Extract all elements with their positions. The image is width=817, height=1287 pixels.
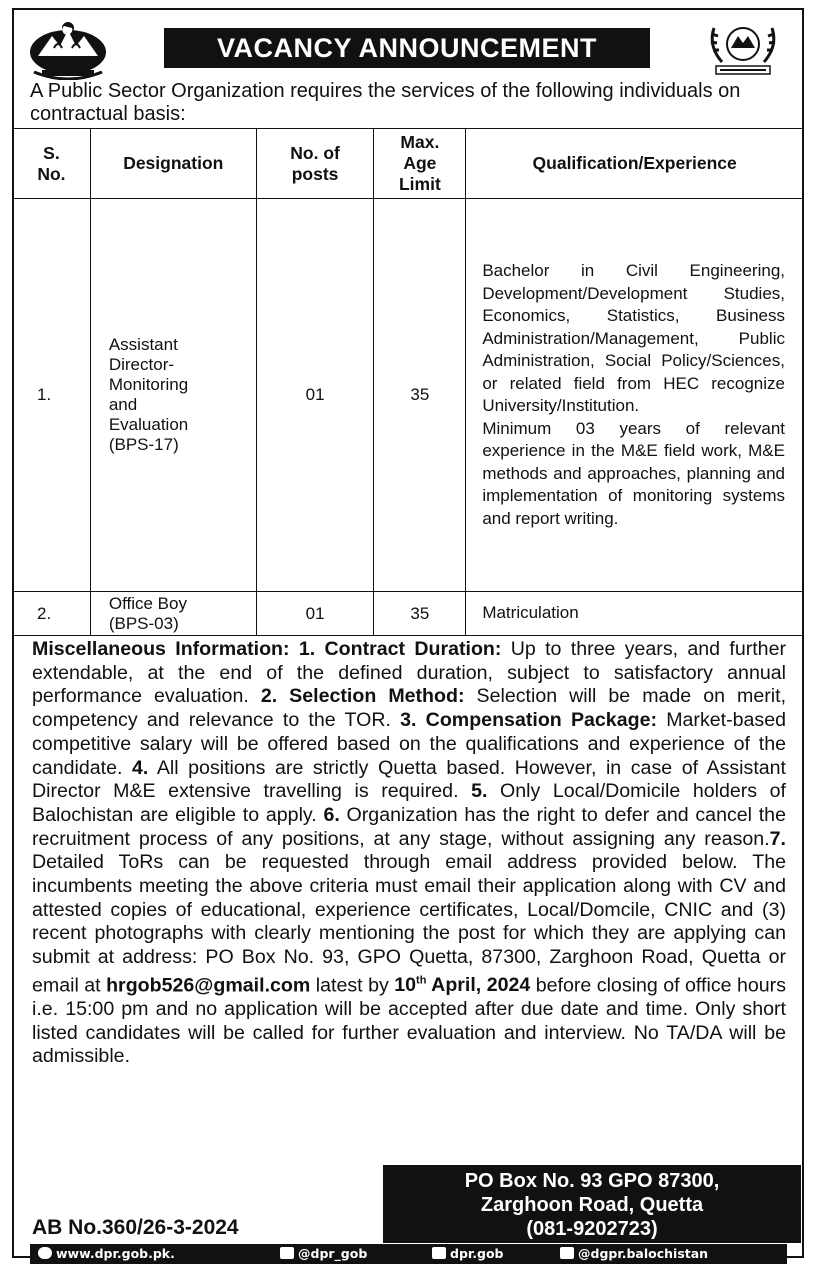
row-age: 35 xyxy=(374,592,466,636)
globe-icon xyxy=(38,1247,52,1259)
column-header-designation: Designation xyxy=(90,129,256,199)
row-age: 35 xyxy=(374,199,466,592)
misc-label: 1. Contract Duration: xyxy=(298,638,502,660)
address-box xyxy=(383,1165,801,1243)
footer-bar xyxy=(30,1244,787,1264)
misc-text: Only Local/Domicile holders of Balochistan are eligible to apply. xyxy=(32,780,786,826)
footer-instagram[interactable]: dpr.gob xyxy=(432,1244,504,1264)
misc-heading: Miscellaneous Information: xyxy=(32,638,290,660)
misc-text: All positions are strictly Quetta based. However, in case of Assistant Director M&E extensive travelling is required. xyxy=(32,756,786,803)
deadline-prefix: latest by xyxy=(315,974,389,997)
row-posts: 01 xyxy=(256,592,374,636)
column-header-sno: S. No. xyxy=(13,129,91,199)
misc-label: 3. Compensation Package: xyxy=(400,709,657,732)
row-sno: 2. xyxy=(13,592,91,636)
misc-text: Organization has the right to defer and cancel the recruitment process of any positions, at any stage, without assigning any reason. xyxy=(32,803,786,850)
deadline-date: 10th April, 2024 xyxy=(394,974,531,997)
address-line-2: Zarghoon Road, Quetta xyxy=(480,1194,704,1216)
address-phone: (081-9202723) xyxy=(526,1218,658,1240)
column-header-qualification: Qualification/Experience xyxy=(466,129,804,199)
row-qualification: Matriculation xyxy=(466,592,804,636)
table-row xyxy=(13,199,804,592)
misc-label: 7. xyxy=(769,827,786,850)
column-header-posts: No. of posts xyxy=(256,129,374,199)
misc-label: 5. xyxy=(471,780,488,803)
advertisement-number: AB No.360/26-3-2024 xyxy=(32,1216,239,1239)
instagram-icon xyxy=(432,1247,446,1259)
table-row xyxy=(13,592,804,636)
footer-facebook[interactable]: @dgpr.balochistan xyxy=(560,1244,708,1264)
closing-text: before closing of office hours i.e. 15:00 pm and no application will be accepted after due date and time. Only short listed candidates will be called for further evaluation and interview. No TA/DA will be admissible. xyxy=(32,974,786,1068)
misc-label: 2. Selection Method: xyxy=(260,685,465,708)
misc-label: 4. xyxy=(131,756,149,779)
vacancy-announcement-title: VACANCY ANNOUNCEMENT xyxy=(164,28,650,68)
facebook-icon xyxy=(560,1247,574,1259)
vacancy-table xyxy=(12,128,804,636)
twitter-icon xyxy=(280,1247,294,1259)
table-header-row xyxy=(13,129,804,199)
wreath-emblem-logo xyxy=(702,16,784,80)
email-address: hrgob526@gmail.com xyxy=(106,974,311,997)
balochistan-emblem-logo xyxy=(24,18,112,80)
misc-text: Detailed ToRs can be requested through email address provided below. The incumbents meeting the above criteria must email their application along with CV and attested copies of educational, experience certificates, Local/Domcile, CNIC and (3) recent photographs with clearly mentioning the post for which they are applying can submit at address: PO Box No. 93, GPO Quetta, 87300, Zarghoon Road, Quetta or email at xyxy=(32,851,786,997)
misc-text: Selection will be made on merit, competency and relevance to the TOR. xyxy=(32,685,787,732)
misc-text: Up to three years, and further extendable, at the end of the defined duration, subject to satisfactory annual performance evaluation. xyxy=(32,638,786,708)
intro-text: A Public Sector Organization requires the services of the following individuals on contractual basis: xyxy=(30,80,741,125)
misc-text: Market-based competitive salary will be offered based on the qualifications and experience of the candidate. xyxy=(32,709,786,779)
row-designation: Office Boy (BPS-03) xyxy=(90,592,256,636)
footer-website[interactable]: www.dpr.gob.pk. xyxy=(38,1244,175,1264)
miscellaneous-information xyxy=(32,638,786,1069)
address-line-1: PO Box No. 93 GPO 87300, xyxy=(464,1170,720,1192)
row-posts: 01 xyxy=(256,199,374,592)
qualification-experience: Minimum 03 years of relevant experience in the M&E field work, M&E methods and approaches, planning and implementation of monitoring systems and report writing. xyxy=(482,418,785,528)
qualification-education: Bachelor in Civil Engineering, Development/Development Studies, Economics, Statistics, Business Administration/Management, Public Administration, Social Policy/Sciences, or related field from HEC recognize University/Institution. xyxy=(482,261,785,415)
row-sno: 1. xyxy=(13,199,91,592)
footer-twitter[interactable]: @dpr_gob xyxy=(280,1244,367,1264)
column-header-age: Max. Age Limit xyxy=(374,129,466,199)
misc-label: 6. xyxy=(323,803,340,826)
row-designation: Assistant Director-Monitoring and Evaluation (BPS-17) xyxy=(90,199,256,592)
row-qualification xyxy=(466,199,804,592)
